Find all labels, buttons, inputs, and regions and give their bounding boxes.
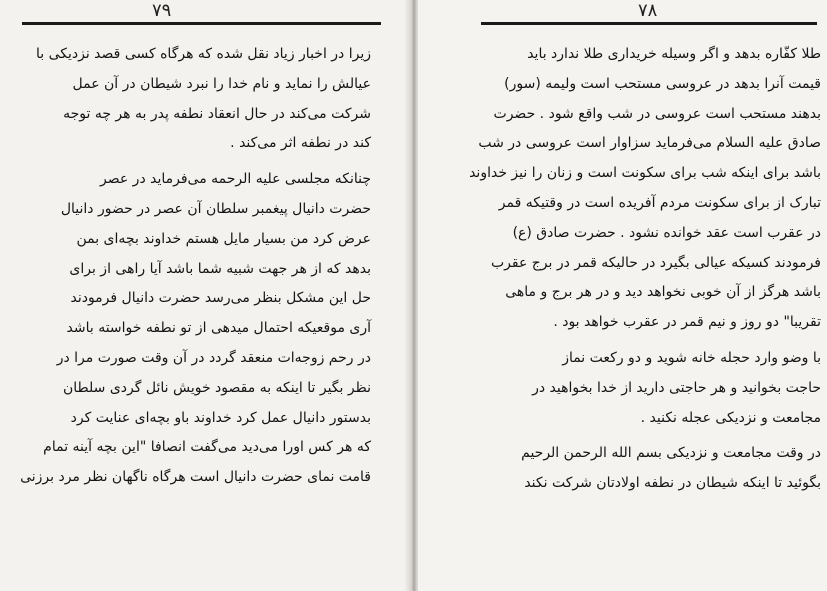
text-line: در وقت مجامعت و نزدیکی بسم الله الرحمن الرحیم xyxy=(521,445,821,462)
text-line: تقریبا" دو روز و نیم قمر در عقرب خواهد بود . xyxy=(553,314,821,331)
text-line: صادق علیه السلام می‌فرماید سزاوار است عروسی در شب xyxy=(478,135,821,152)
text-line: در رحم زوجه‌ات منعقد گردد در آن وقت صورت مرا در xyxy=(56,349,371,366)
text-line: عیالش را نماید و نام خدا را نبرد شیطان در آن عمل xyxy=(72,75,371,92)
text-line: با وضو وارد حجله خانه شوید و دو رکعت نماز xyxy=(562,349,821,366)
header-rule-right xyxy=(481,22,817,25)
text-line: زیرا در اخبار زیاد نقل شده که هرگاه کسی قصد نزدیکی با xyxy=(35,46,371,62)
page-number-right: ۷۸ xyxy=(638,0,658,21)
left-page xyxy=(0,0,409,591)
text-line: حضرت دانیال پیغمبر سلطان آن عصر در حضور دانیال xyxy=(60,200,371,217)
text-line: در عقرب است عقد خوانده نشود . حضرت صادق (ع) xyxy=(512,224,821,241)
text-line: بگوئید تا اینکه شیطان در نطفه اولادتان شرکت نکند xyxy=(524,475,821,492)
text-line: قامت نمای حضرت دانیال است هرگاه ناگهان نظر مرد برزنی xyxy=(20,469,371,486)
text-line: طلا کفّاره بدهد و اگر وسیله خریداری طلا ندارد باید xyxy=(527,46,821,62)
page-number-left: ۷۹ xyxy=(152,0,172,21)
header-rule-left xyxy=(22,22,381,25)
text-line: تبارک از برای سکونت مردم آفریده است در وقتیکه قمر xyxy=(498,194,821,211)
text-line: بدهند مستحب است عروسی در شب واقع شود . حضرت xyxy=(493,105,821,122)
text-line: آری موقعیکه احتمال میدهی از تو نطفه خواسته باشد xyxy=(66,320,371,337)
right-page-body xyxy=(471,40,821,499)
text-line: حاجت بخوانید و هر حاجتی دارید از خدا بخواهید در xyxy=(532,379,821,396)
text-line: بدستور دانیال عمل کرد خداوند باو بچه‌ای عنایت کرد xyxy=(70,409,371,426)
text-line: حل این مشکل بنظر می‌رسد حضرت دانیال فرمودند xyxy=(70,290,371,307)
text-line: کند در نطفه اثر می‌کند . xyxy=(230,135,371,152)
text-line: نظر بگیر تا اینکه به مقصود خویش نائل گردی سلطان xyxy=(62,379,371,396)
text-line: چنانکه مجلسی علیه الرحمه می‌فرماید در عصر xyxy=(100,171,371,188)
text-line: فرمودند کسیکه عیالی بگیرد در حالیکه قمر در برج عقرب xyxy=(490,254,821,271)
text-line: مجامعت و نزدیکی عجله نکنید . xyxy=(640,409,821,426)
right-page xyxy=(418,0,827,591)
text-line: که هر کس اورا می‌دید می‌گفت انصافا "این بچه آینه تمام xyxy=(43,439,371,456)
text-line: شرکت می‌کند در حال انعقاد نطفه پدر به هر چه توجه xyxy=(63,105,371,122)
text-line: بدهد که از هر جهت شبیه شما باشد آیا راهی از برای xyxy=(69,260,371,277)
text-line: عرض کرد من بسیار مایل هستم خداوند بچه‌ای بمن xyxy=(76,230,371,247)
text-line: باشد هرگز از آن خوبی نخواهد دید و در هر برج و ماهی xyxy=(505,284,821,301)
text-line: قیمت آنرا بدهد در عروسی مستحب است ولیمه (سور) xyxy=(504,75,821,92)
text-line: باشد برای اینکه شب برای سکونت است و زنان را نیز خداوند xyxy=(469,165,821,182)
left-page-body xyxy=(20,40,371,493)
